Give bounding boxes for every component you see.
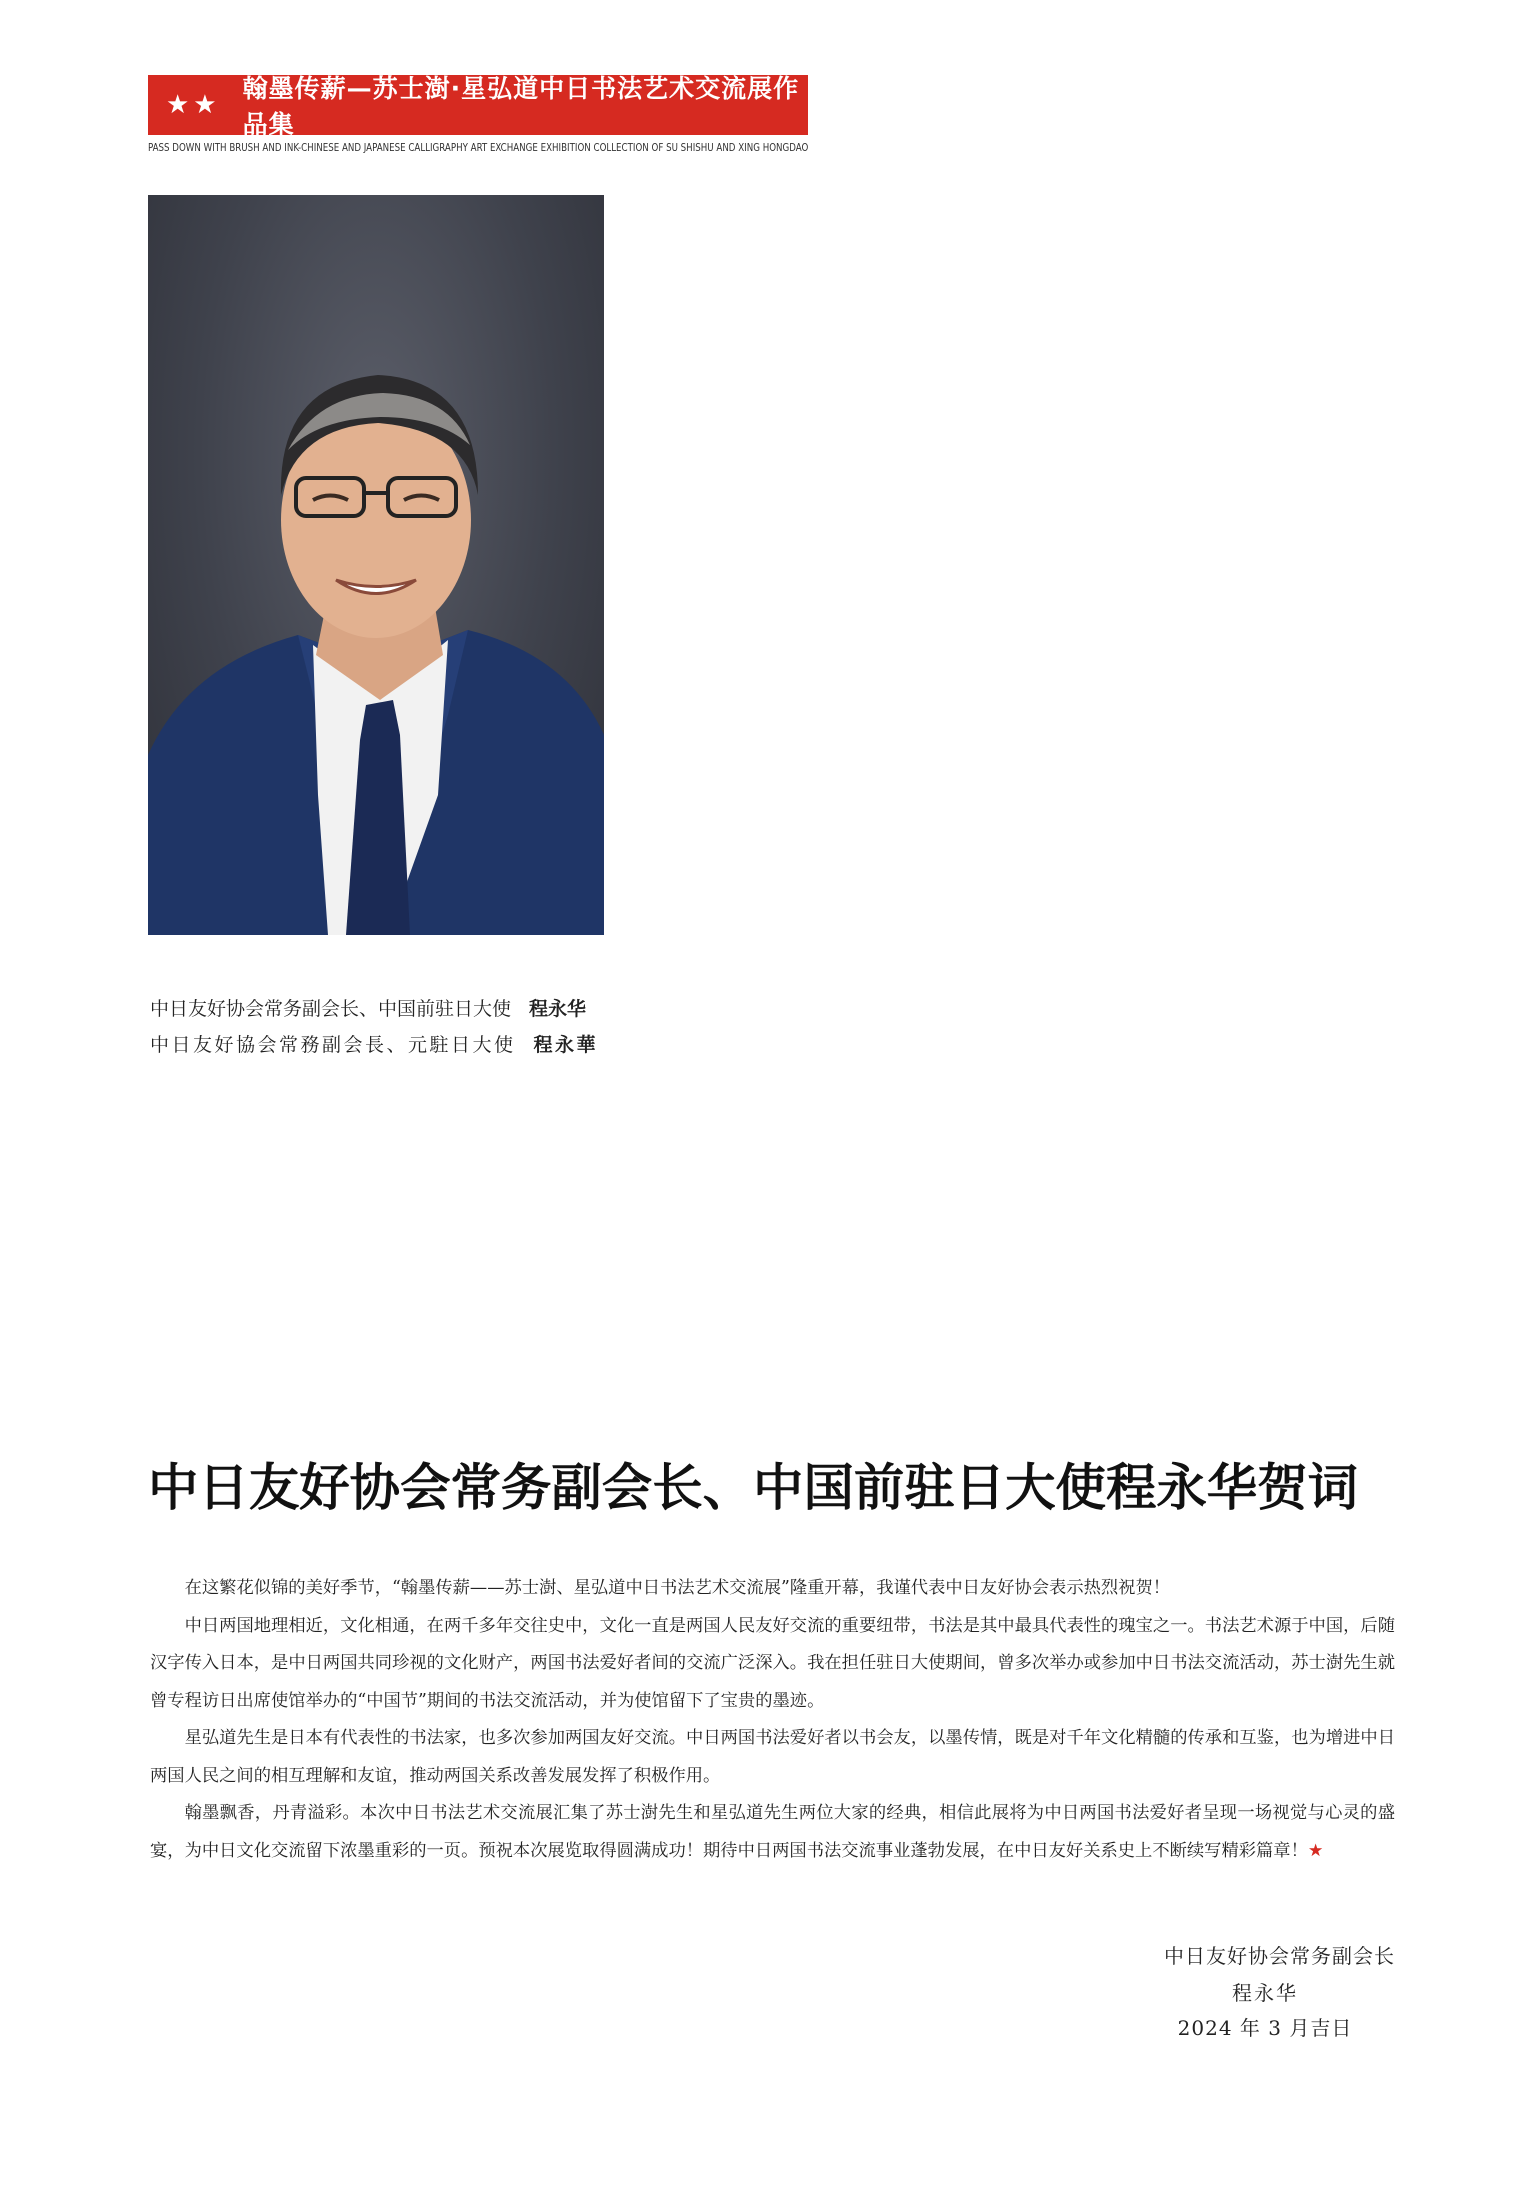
banner-title: 翰墨传薪—苏士澍·星弘道中日书法艺术交流展作品集	[242, 74, 800, 139]
paragraph-text: 翰墨飘香，丹青溢彩。本次中日书法艺术交流展汇集了苏士澍先生和星弘道先生两位大家的经典，相信此展将为中日两国书法爱好者呈现一场视觉与心灵的盛宴，为中日文化交流留下浓墨重彩的一页。预祝本次展览取得圆满成功！期待中日两国书法交流事业蓬勃发展，在中日友好关系史上不断续写精彩篇章！	[150, 1803, 1395, 1861]
paragraph: 在这繁花似锦的美好季节，“翰墨传薪——苏士澍、星弘道中日书法艺术交流展”隆重开幕，我谨代表中日友好协会表示热烈祝贺！	[184, 1578, 1171, 1598]
page-title: 中日友好协会常务副会长、中国前驻日大使程永华贺词	[148, 1458, 1359, 1517]
caption-chinese	[150, 994, 586, 1021]
banner-subtitle: PASS DOWN WITH BRUSH AND INK-CHINESE AND JAPANESE CALLIGRAPHY ART EXCHANGE EXHIBITION COLLECTION OF SU SHISHU AND XING HONGDAO	[148, 142, 809, 154]
paragraph	[150, 1795, 1395, 1870]
article-body	[150, 1570, 1395, 1870]
portrait-illustration	[148, 195, 604, 935]
paragraph: 中日两国地理相近，文化相通，在两千多年交往史中，文化一直是两国人民友好交流的重要纽带，书法是其中最具代表性的瑰宝之一。书法艺术源于中国，后随汉字传入日本，是中日两国共同珍视的文化财产，两国书法爱好者间的交流广泛深入。我在担任驻日大使期间，曾多次举办或参加中日书法交流活动，苏士澍先生就曾专程访日出席使馆举办的“中国节”期间的书法交流活动，并为使馆留下了宝贵的墨迹。	[150, 1615, 1395, 1711]
caption-name: 程永华	[529, 998, 587, 1020]
paragraph: 星弘道先生是日本有代表性的书法家，也多次参加两国友好交流。中日两国书法爱好者以书会友，以墨传情，既是对千年文化精髓的传承和互鉴，也为增进中日两国人民之间的相互理解和友谊，推动两国关系改善发展发挥了积极作用。	[150, 1728, 1395, 1786]
signature-date: 2024 年 3 月吉日	[1177, 2016, 1353, 2040]
caption-title: 中日友好协会常务副会长、中国前驻日大使	[150, 998, 512, 1020]
caption-name-jp: 程永華	[533, 1034, 599, 1056]
star-icon: ★	[1307, 1840, 1324, 1861]
signature-name: 程永华	[1232, 1981, 1298, 2005]
caption-japanese	[150, 1030, 598, 1057]
portrait-photo	[148, 195, 604, 935]
header-banner	[148, 74, 808, 139]
caption-title-jp: 中日友好協会常務副会長、元駐日大使	[150, 1034, 516, 1056]
signature-title: 中日友好协会常务副会长	[1164, 1944, 1395, 1968]
star-icon: ★★	[166, 90, 221, 120]
